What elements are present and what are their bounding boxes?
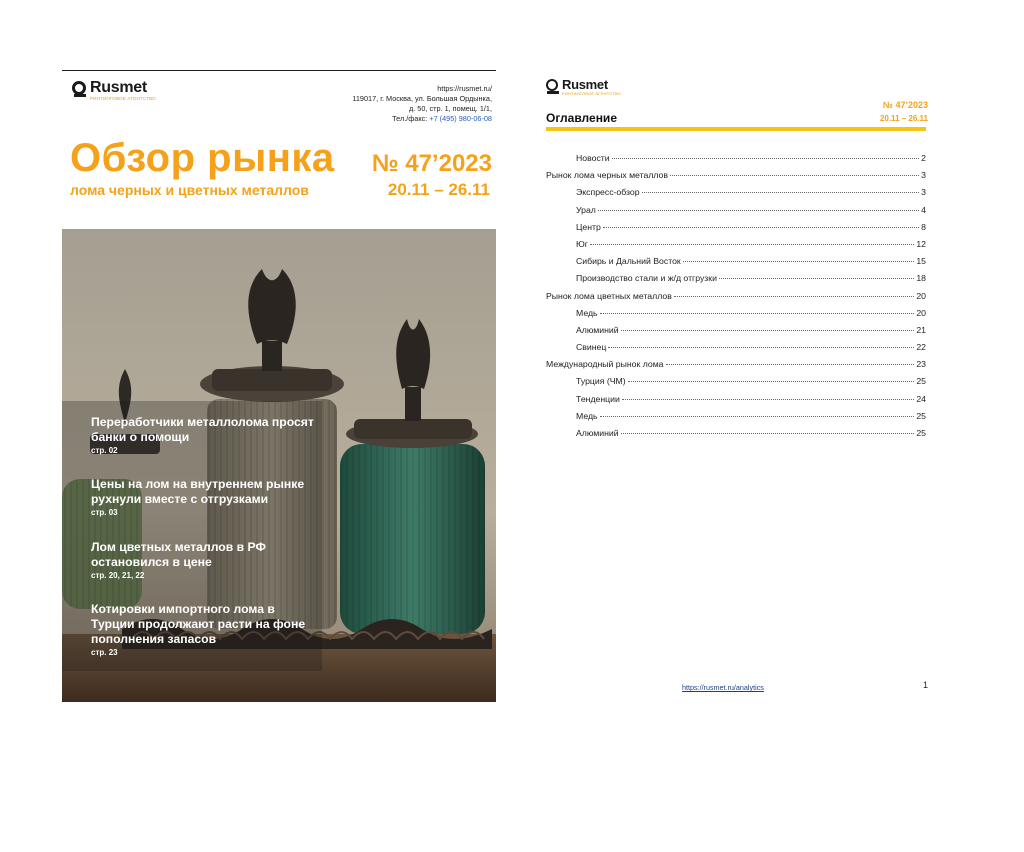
toc-yellow-rule — [546, 127, 926, 131]
phone-label: Тел./факс: — [392, 114, 428, 123]
cover-photo — [62, 229, 496, 702]
toc-dot-leader — [603, 227, 919, 228]
toc-dot-leader — [719, 278, 914, 279]
toc-entry[interactable] — [546, 153, 926, 170]
toc-entry-label: Алюминий — [576, 428, 619, 438]
toc-dot-leader — [621, 433, 915, 434]
toc-entry-label: Юг — [576, 238, 588, 249]
toc-entry-page: 24 — [916, 393, 926, 404]
headline-1-page: стр. 02 — [91, 446, 118, 455]
toc-entry-page: 20 — [916, 307, 926, 318]
toc-dot-leader — [612, 158, 920, 159]
headline-2-text: Цены на лом на внутреннем рынке рухнули вместе с отгрузками — [91, 477, 305, 506]
toc-dot-leader — [590, 244, 914, 245]
rusmet-logo-icon — [72, 81, 86, 95]
toc-entry[interactable] — [546, 394, 926, 411]
toc-entry-label: Медь — [576, 410, 598, 421]
toc-title: Оглавление — [546, 111, 617, 125]
phone-line — [352, 114, 492, 124]
site-url[interactable]: https://rusmet.ru/ — [437, 84, 492, 93]
toc-entry-label: Рынок лома цветных металлов — [546, 290, 672, 301]
headline-2-page: стр. 03 — [91, 508, 118, 517]
contact-block — [352, 84, 492, 124]
toc-entry[interactable] — [546, 239, 926, 256]
toc-entry-label: Тенденции — [576, 393, 620, 404]
rusmet-logo-small-icon — [546, 79, 558, 91]
headline-1[interactable] — [91, 415, 321, 456]
cover-page — [62, 70, 496, 702]
toc-entry-label: Рынок лома черных металлов — [546, 170, 668, 181]
toc-entry[interactable] — [546, 222, 926, 239]
toc-entry-page: 4 — [921, 204, 926, 215]
headline-3-text: Лом цветных металлов в РФ остановился в цене — [91, 540, 266, 569]
toc-entry-label: Алюминий — [576, 324, 619, 335]
toc-dot-leader — [628, 381, 915, 382]
toc-dot-leader — [642, 192, 920, 193]
logo-word: Rusmet — [90, 79, 147, 96]
toc-dot-leader — [622, 399, 915, 400]
toc-entry[interactable] — [546, 342, 926, 359]
toc-entry-page: 3 — [921, 170, 926, 181]
address-line-2: д. 50, стр. 1, помещ. 1/1, — [408, 104, 492, 113]
toc-entry-page: 22 — [916, 342, 926, 353]
toc-entry[interactable] — [546, 170, 926, 187]
address-line-1: 119017, г. Москва, ул. Большая Ордынка, — [352, 94, 492, 103]
toc-dot-leader — [666, 364, 915, 365]
toc-entry-label: Центр — [576, 221, 601, 232]
toc-entry-page: 3 — [921, 187, 926, 198]
headline-3[interactable] — [91, 540, 321, 581]
toc-entry-page: 23 — [916, 359, 926, 370]
toc-dot-leader — [600, 313, 915, 314]
toc-entry-label: Экспресс-обзор — [576, 187, 640, 198]
toc-dot-leader — [600, 416, 915, 417]
toc-list — [546, 153, 926, 445]
toc-issue-number: № 47’2023 — [882, 100, 928, 110]
toc-entry-page: 15 — [916, 256, 926, 267]
headline-4-page: стр. 23 — [91, 648, 118, 657]
logo-word-small: Rusmet — [562, 77, 608, 92]
toc-entry[interactable] — [546, 428, 926, 445]
toc-entry-label: Производство стали и ж/д отгрузки — [576, 273, 717, 284]
toc-entry-page: 25 — [916, 410, 926, 421]
toc-entry-page: 12 — [916, 238, 926, 249]
toc-entry-label: Турция (ЧМ) — [576, 376, 626, 387]
headline-3-page: стр. 20, 21, 22 — [91, 571, 145, 580]
top-rule — [62, 70, 496, 71]
toc-entry-page: 25 — [916, 376, 926, 387]
toc-entry[interactable] — [546, 291, 926, 308]
analytics-link[interactable]: https://rusmet.ru/analytics — [682, 683, 764, 692]
toc-entry-page: 21 — [916, 324, 926, 335]
page-number: 1 — [922, 680, 928, 690]
issue-number: № 47’2023 — [371, 150, 492, 177]
toc-issue-dates: 20.11 – 26.11 — [879, 114, 928, 123]
toc-dot-leader — [670, 175, 919, 176]
rusmet-logo-small — [546, 78, 621, 96]
toc-entry-page: 25 — [916, 428, 926, 438]
toc-entry-label: Урал — [576, 204, 596, 215]
toc-entry-label: Международный рынок лома — [546, 359, 664, 370]
cover-subtitle: лома черных и цветных металлов — [70, 182, 309, 198]
toc-entry[interactable] — [546, 256, 926, 273]
toc-dot-leader — [598, 210, 919, 211]
toc-entry[interactable] — [546, 411, 926, 428]
toc-entry[interactable] — [546, 325, 926, 342]
toc-entry-page: 2 — [921, 153, 926, 163]
toc-entry[interactable] — [546, 187, 926, 204]
toc-dot-leader — [683, 261, 915, 262]
headline-1-text: Переработчики металлолома просят банки о помощи — [91, 415, 314, 444]
toc-entry[interactable] — [546, 376, 926, 393]
toc-entry-label: Сибирь и Дальний Восток — [576, 256, 681, 267]
toc-entry-page: 20 — [916, 290, 926, 301]
toc-dot-leader — [674, 296, 915, 297]
headline-4[interactable] — [91, 602, 321, 658]
toc-entry[interactable] — [546, 308, 926, 325]
issue-dates: 20.11 – 26.11 — [387, 180, 490, 199]
logo-tagline-small: РИНТИНГОВОЕ АГЕНТСТВО — [562, 91, 621, 96]
phone-number[interactable]: +7 (495) 980-06-08 — [429, 114, 492, 123]
toc-entry[interactable] — [546, 359, 926, 376]
headline-4-text: Котировки импортного лома в Турции продолжают расти на фоне пополнения запасов — [91, 602, 306, 646]
cover-title: Обзор рынка — [70, 136, 335, 180]
toc-entry[interactable] — [546, 273, 926, 290]
toc-entry[interactable] — [546, 205, 926, 222]
rusmet-logo — [72, 80, 156, 102]
toc-entry-page: 18 — [916, 273, 926, 284]
toc-entry-label: Медь — [576, 307, 598, 318]
headline-2[interactable] — [91, 477, 321, 518]
logo-tagline: РИНТИНГОВОЕ АГЕНТСТВО — [90, 96, 156, 101]
toc-entry-label: Свинец — [576, 342, 607, 353]
toc-entry-page: 8 — [921, 221, 926, 232]
toc-dot-leader — [608, 347, 914, 348]
toc-page — [536, 70, 936, 702]
toc-entry-label: Новости — [576, 153, 610, 163]
toc-dot-leader — [621, 330, 915, 331]
